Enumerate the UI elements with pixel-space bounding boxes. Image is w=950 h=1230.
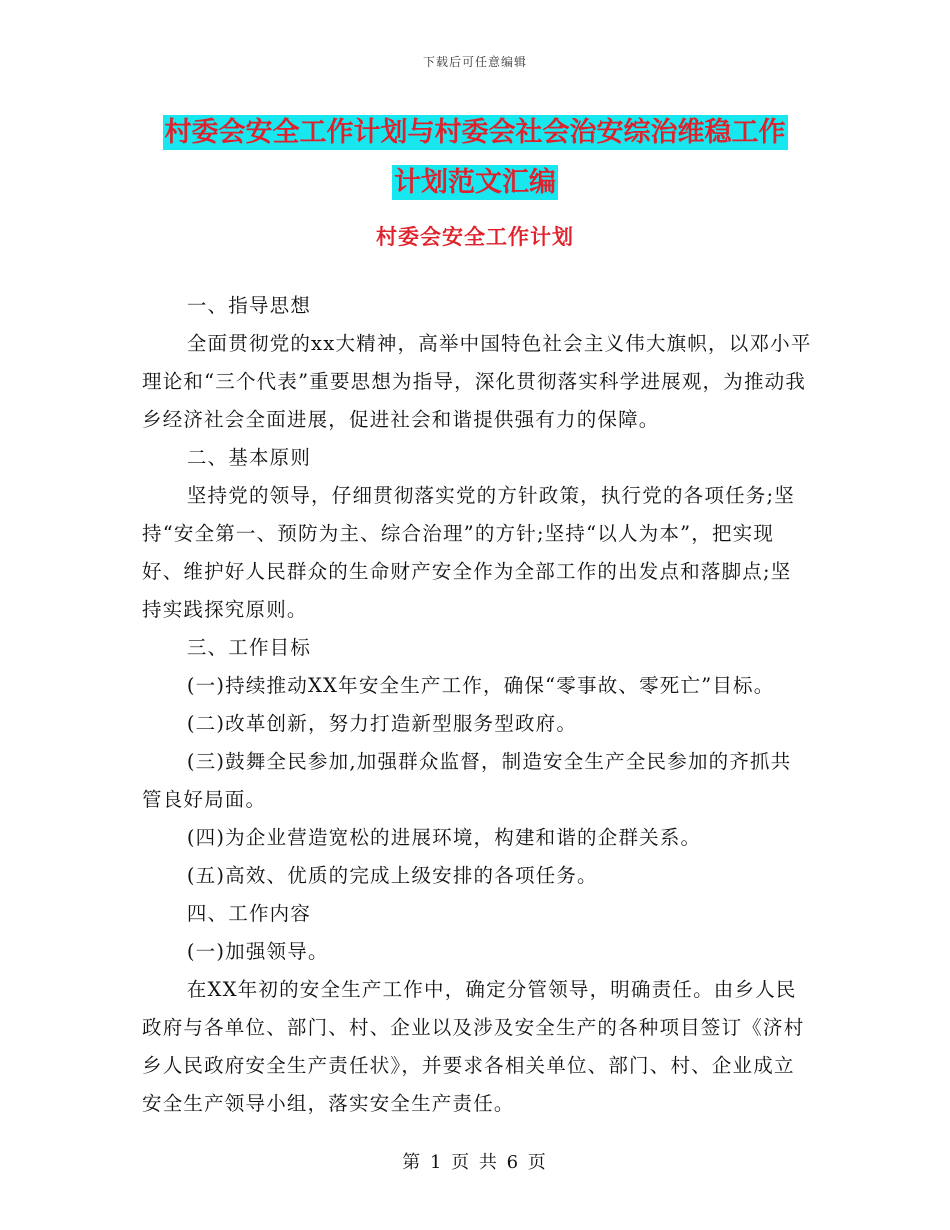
goal-item-3: (三)鼓舞全民参加,加强群众监督，制造安全生产全民参加的齐抓共管良好局面。 bbox=[142, 750, 792, 811]
goal-item-5: (五)高效、优质的完成上级安排的各项任务。 bbox=[186, 864, 598, 887]
content-item-1: (一)加强领导。 bbox=[186, 940, 329, 963]
page-number: 第 1 页 共 6 页 bbox=[402, 1152, 548, 1173]
goal-item-4: (四)为企业营造宽松的进展环境，构建和谐的企群关系。 bbox=[186, 826, 702, 849]
document-title-line-1: 村委会安全工作计划与村委会社会治安综治维稳工作 bbox=[164, 117, 786, 148]
document-title-line-2: 计划范文汇编 bbox=[394, 167, 556, 198]
paragraph-basic-principles: 坚持党的领导，仔细贯彻落实党的方针政策，执行党的各项任务;坚持“安全第一、预防为主、综合治理”的方针;坚持“以人为本”，把实现好、维护好人民群众的生命财产安全作为全部工作的出发点和落脚点;坚持实践探究原则。 bbox=[142, 484, 795, 621]
heading-basic-principles: 二、基本原则 bbox=[186, 446, 312, 469]
paragraph-strengthen-leadership: 在XX年初的安全生产工作中，确定分管领导，明确责任。由乡人民政府与各单位、部门、村、企业以及涉及安全生产的各种项目签订《济村乡人民政府安全生产责任状》，并要求各相关单位、部门、村、企业成立安全生产领导小组，落实安全生产责任。 bbox=[142, 978, 805, 1115]
paragraph-guiding-ideology: 全面贯彻党的xx大精神，高举中国特色社会主义伟大旗帜，以邓小平理论和“三个代表”重要思想为指导，深化贯彻落实科学进展观，为推动我乡经济社会全面进展，促进社会和谐提供强有力的保障。 bbox=[142, 332, 812, 431]
heading-work-goals: 三、工作目标 bbox=[186, 636, 312, 659]
heading-guiding-ideology: 一、指导思想 bbox=[186, 294, 312, 317]
heading-work-content: 四、工作内容 bbox=[186, 902, 312, 925]
goal-item-2: (二)改革创新，努力打造新型服务型政府。 bbox=[186, 712, 578, 735]
document-body bbox=[142, 287, 812, 1123]
goal-item-1: (一)持续推动XX年安全生产工作，确保“零事故、零死亡”目标。 bbox=[186, 674, 775, 697]
page-header-note: 下载后可任意编辑 bbox=[422, 55, 527, 69]
document-title bbox=[0, 108, 950, 208]
section-title: 村委会安全工作计划 bbox=[376, 224, 574, 249]
